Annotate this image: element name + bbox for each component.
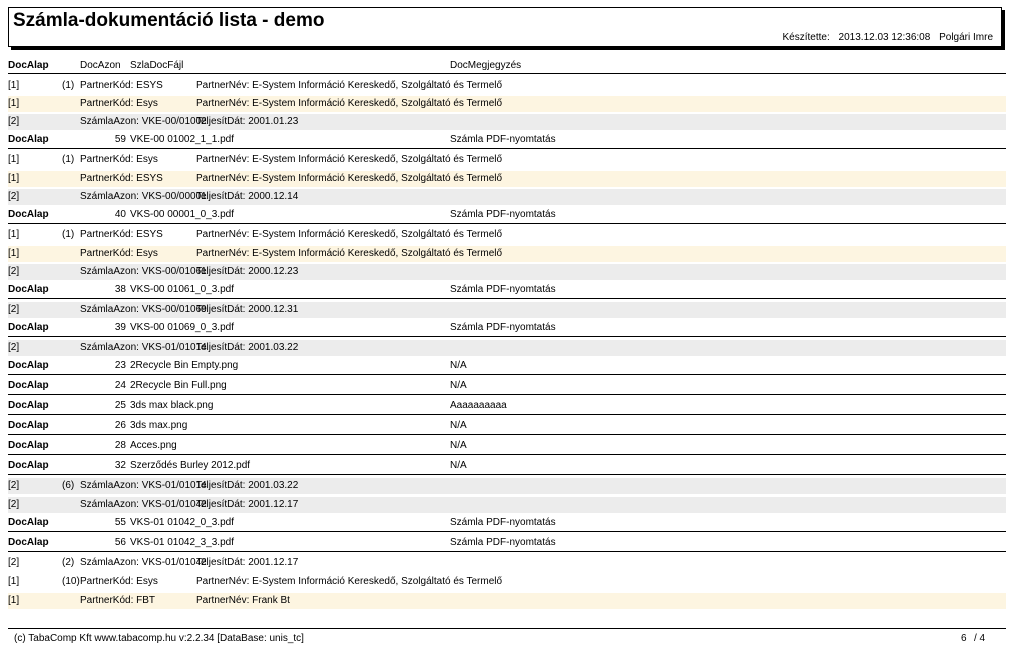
row-level: [2] <box>8 342 20 353</box>
row-count: (1) <box>62 229 75 240</box>
row-note: Számla PDF-nyomtatás <box>450 517 556 528</box>
row-level: [1] <box>8 98 20 109</box>
row-docalap: DocAlap <box>8 134 49 145</box>
row-file: VKS-00 01061_0_3.pdf <box>130 284 234 295</box>
page-number: 6 <box>961 633 967 644</box>
row-field2: TeljesítDát: 2000.12.14 <box>196 191 299 202</box>
row-file: VKS-01 01042_3_3.pdf <box>130 537 234 548</box>
doc-row <box>8 458 1006 475</box>
row-note: Aaaaaaaaaa <box>450 400 507 411</box>
row-docalap: DocAlap <box>8 420 49 431</box>
row-docazon: 59 <box>114 134 126 145</box>
group-row <box>8 246 1006 262</box>
row-field1: PartnerKód: ESYS <box>80 173 163 184</box>
row-field2: TeljesítDát: 2001.03.22 <box>196 480 299 491</box>
row-docalap: DocAlap <box>8 284 49 295</box>
row-field1: PartnerKód: ESYS <box>80 229 163 240</box>
doc-row <box>8 438 1006 455</box>
header-docazon: DocAzon <box>80 60 121 71</box>
report-title-box <box>8 7 1002 47</box>
row-level: [2] <box>8 499 20 510</box>
row-field1: SzámlaAzon: VKS-01/01014 <box>80 480 207 491</box>
row-note: Számla PDF-nyomtatás <box>450 284 556 295</box>
row-field2: PartnerNév: E-System Információ Kereskedő, Szolgáltató és Termelő <box>196 98 503 109</box>
row-field2: TeljesítDát: 2000.12.23 <box>196 266 299 277</box>
row-file: VKS-00 01069_0_3.pdf <box>130 322 234 333</box>
row-field1: PartnerKód: Esys <box>80 576 158 587</box>
row-field2: PartnerNév: E-System Információ Kereskedő, Szolgáltató és Termelő <box>196 173 503 184</box>
row-note: Számla PDF-nyomtatás <box>450 322 556 333</box>
row-note: N/A <box>450 460 467 471</box>
row-docalap: DocAlap <box>8 517 49 528</box>
created-at: 2013.12.03 12:36:08 <box>838 32 931 43</box>
row-field1: PartnerKód: ESYS <box>80 80 163 91</box>
row-level: [1] <box>8 576 20 587</box>
row-docalap: DocAlap <box>8 360 49 371</box>
group-row <box>8 152 1006 168</box>
row-count: (2) <box>62 557 75 568</box>
row-docazon: 28 <box>114 440 126 451</box>
row-field1: PartnerKód: FBT <box>80 595 156 606</box>
row-field1: SzámlaAzon: VKS-01/01042 <box>80 557 207 568</box>
report-title: Számla-dokumentáció lista - demo <box>13 10 325 31</box>
row-field2: TeljesítDát: 2000.12.31 <box>196 304 299 315</box>
row-docalap: DocAlap <box>8 460 49 471</box>
doc-row <box>8 320 1006 337</box>
header-note: DocMegjegyzés <box>450 60 522 71</box>
row-level: [1] <box>8 595 20 606</box>
row-level: [2] <box>8 304 20 315</box>
footer-copyright: (c) TabaComp Kft www.tabacomp.hu v:2.2.34 [DataBase: unis_tc] <box>14 633 304 644</box>
report-footer <box>8 628 1006 644</box>
row-field2: TeljesítDát: 2001.03.22 <box>196 342 299 353</box>
group-row <box>8 227 1006 243</box>
row-field2: TeljesítDát: 2001.12.17 <box>196 557 299 568</box>
row-file: 2Recycle Bin Full.png <box>130 380 227 391</box>
row-note: N/A <box>450 420 467 431</box>
row-docazon: 40 <box>114 209 126 220</box>
header-docalap: DocAlap <box>8 60 49 71</box>
row-level: [1] <box>8 248 20 259</box>
row-field2: PartnerNév: E-System Információ Kereskedő, Szolgáltató és Termelő <box>196 154 503 165</box>
group-row <box>8 555 1006 571</box>
row-level: [1] <box>8 80 20 91</box>
row-file: 2Recycle Bin Empty.png <box>130 360 239 371</box>
row-field1: SzámlaAzon: VKS-00/01061 <box>80 266 207 277</box>
row-count: (10) <box>62 576 80 587</box>
row-file: VKE-00 01002_1_1.pdf <box>130 134 234 145</box>
doc-row <box>8 282 1006 299</box>
row-field2: PartnerNév: E-System Információ Kereskedő, Szolgáltató és Termelő <box>196 248 503 259</box>
row-note: Számla PDF-nyomtatás <box>450 537 556 548</box>
row-field2: PartnerNév: E-System Információ Kereskedő, Szolgáltató és Termelő <box>196 80 503 91</box>
row-note: Számla PDF-nyomtatás <box>450 134 556 145</box>
row-level: [1] <box>8 173 20 184</box>
row-docalap: DocAlap <box>8 400 49 411</box>
group-row <box>8 264 1006 280</box>
row-file: VKS-00 00001_0_3.pdf <box>130 209 234 220</box>
group-row <box>8 593 1006 609</box>
row-field1: PartnerKód: Esys <box>80 154 158 165</box>
row-note: N/A <box>450 380 467 391</box>
row-note: N/A <box>450 440 467 451</box>
author: Polgári Imre <box>939 32 993 43</box>
doc-row <box>8 358 1006 375</box>
row-file: 3ds max.png <box>130 420 188 431</box>
row-file: 3ds max black.png <box>130 400 214 411</box>
row-level: [1] <box>8 229 20 240</box>
doc-row <box>8 207 1006 224</box>
report-meta <box>777 32 993 43</box>
page-total: / 4 <box>974 633 986 644</box>
row-field2: PartnerNév: E-System Információ Kereskedő, Szolgáltató és Termelő <box>196 576 503 587</box>
row-docalap: DocAlap <box>8 440 49 451</box>
row-field1: SzámlaAzon: VKS-00/00001 <box>80 191 207 202</box>
row-count: (1) <box>62 154 75 165</box>
row-file: Acces.png <box>130 440 177 451</box>
group-row <box>8 340 1006 356</box>
doc-row <box>8 132 1006 149</box>
doc-row <box>8 418 1006 435</box>
group-row <box>8 114 1006 130</box>
group-row <box>8 171 1006 187</box>
row-docazon: 24 <box>114 380 126 391</box>
doc-row <box>8 515 1006 532</box>
row-docazon: 55 <box>114 517 126 528</box>
row-docazon: 38 <box>114 284 126 295</box>
row-field2: TeljesítDát: 2001.12.17 <box>196 499 299 510</box>
row-docazon: 26 <box>114 420 126 431</box>
row-count: (6) <box>62 480 75 491</box>
row-file: VKS-01 01042_0_3.pdf <box>130 517 234 528</box>
row-level: [2] <box>8 557 20 568</box>
group-row <box>8 574 1006 590</box>
row-docazon: 32 <box>114 460 126 471</box>
row-docazon: 56 <box>114 537 126 548</box>
group-row <box>8 497 1006 513</box>
column-header <box>8 60 1006 74</box>
row-file: Szerződés Burley 2012.pdf <box>130 460 251 471</box>
row-docalap: DocAlap <box>8 537 49 548</box>
row-docazon: 23 <box>114 360 126 371</box>
row-level: [1] <box>8 154 20 165</box>
row-field2: PartnerNév: Frank Bt <box>196 595 290 606</box>
group-row <box>8 302 1006 318</box>
row-note: N/A <box>450 360 467 371</box>
row-level: [2] <box>8 480 20 491</box>
group-row <box>8 78 1006 94</box>
row-field1: SzámlaAzon: VKS-00/01069 <box>80 304 207 315</box>
row-field1: PartnerKód: Esys <box>80 98 158 109</box>
row-field1: SzámlaAzon: VKS-01/01042 <box>80 499 207 510</box>
group-row <box>8 96 1006 112</box>
row-docalap: DocAlap <box>8 380 49 391</box>
header-file: SzlaDocFájl <box>130 60 184 71</box>
row-field1: SzámlaAzon: VKS-01/01014 <box>80 342 207 353</box>
row-level: [2] <box>8 266 20 277</box>
row-field1: PartnerKód: Esys <box>80 248 158 259</box>
group-row <box>8 478 1006 494</box>
group-row <box>8 189 1006 205</box>
doc-row <box>8 378 1006 395</box>
row-docalap: DocAlap <box>8 322 49 333</box>
row-field2: PartnerNév: E-System Információ Kereskedő, Szolgáltató és Termelő <box>196 229 503 240</box>
row-level: [2] <box>8 116 20 127</box>
row-docazon: 25 <box>114 400 126 411</box>
row-field2: TeljesítDát: 2001.01.23 <box>196 116 299 127</box>
doc-row <box>8 535 1006 552</box>
row-docalap: DocAlap <box>8 209 49 220</box>
row-note: Számla PDF-nyomtatás <box>450 209 556 220</box>
row-count: (1) <box>62 80 75 91</box>
row-field1: SzámlaAzon: VKE-00/01002 <box>80 116 207 127</box>
created-label: Készítette: <box>782 32 830 43</box>
row-docazon: 39 <box>114 322 126 333</box>
doc-row <box>8 398 1006 415</box>
row-level: [2] <box>8 191 20 202</box>
